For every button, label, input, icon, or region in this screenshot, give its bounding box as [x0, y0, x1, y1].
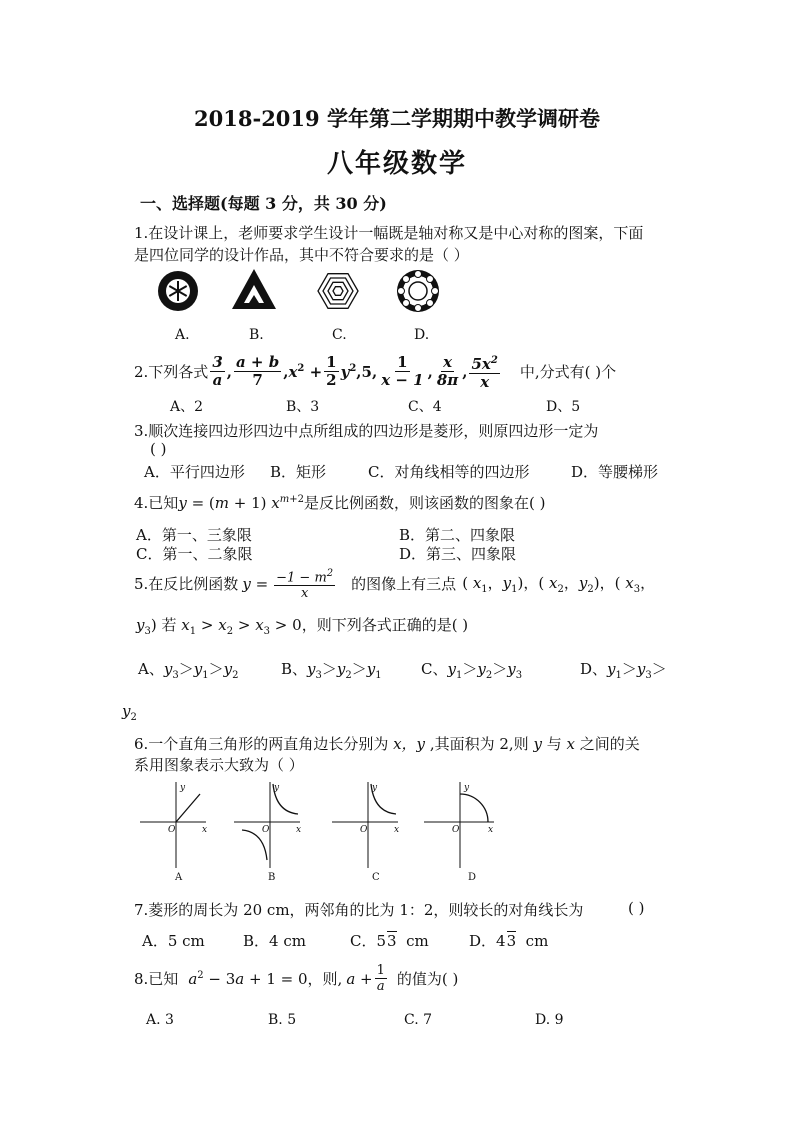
q5-option-d-wrap: $y_2$	[122, 702, 137, 723]
q1-label-b: B.	[249, 327, 264, 343]
q6-text-c: 与	[546, 735, 562, 753]
q2-option-b: B、3	[286, 399, 320, 415]
q1-figure-b	[232, 269, 276, 309]
q1-label-c: C.	[332, 327, 347, 343]
q1-line1: 1.在设计课上，老师要求学生设计一幅既是轴对称又是中心对称的图案，下面	[134, 224, 644, 242]
q8-mid: ，则,	[307, 970, 343, 988]
exam-title: 2018-2019 学年第二学期期中教学调研卷	[194, 106, 600, 131]
q4-option-a: A．第一、三象限	[136, 526, 252, 544]
svg-text:O: O	[262, 825, 270, 835]
q5-prefix: 5.在反比例函数	[134, 575, 239, 594]
svg-text:O: O	[360, 825, 368, 835]
q4-prefix: 4.已知	[134, 494, 179, 512]
q6-label-b: B	[268, 872, 276, 883]
q5-function: $\frac{-1 - m^2}{x}$	[276, 568, 334, 602]
q5-suffix: 的图像上有三点	[351, 575, 457, 594]
svg-text:y: y	[274, 783, 280, 793]
q2-suffix: 中,分式有( )个	[519, 363, 617, 381]
q1-figure-a	[158, 271, 198, 311]
q8-option-b: B. 5	[268, 1012, 297, 1028]
q8-fraction: $\frac{1}{a}$	[376, 963, 385, 994]
q8-prefix: 8.已知	[134, 970, 179, 988]
svg-text:x: x	[202, 825, 208, 835]
q2-expression-6: $\frac{5x^2}{x}$	[469, 352, 499, 391]
q6-graph-c	[332, 782, 399, 868]
q4-formula: y = (m + 1) $x^{m+2}$	[178, 494, 304, 512]
q6-line2: 系用图象表示大致为（ ）	[134, 756, 304, 774]
q1-line2: 是四位同学的设计作品，其中不符合要求的是（ ）	[134, 246, 469, 264]
q3-option-b: B．矩形	[270, 463, 327, 481]
q6-text-a: 6.一个直角三角形的两直角边长分别为	[134, 735, 389, 753]
q7-option-d: D．43 cm	[469, 932, 549, 950]
q6-label-c: C	[372, 872, 380, 883]
q5-option-b: B、$y_3>y_2>y_1$	[281, 660, 382, 681]
q7-option-a: A．5 cm	[142, 932, 205, 950]
svg-text:x: x	[296, 825, 302, 835]
q6-label-d: D	[468, 872, 477, 883]
q6-line1: 6.一个直角三角形的两直角边长分别为 x，y ,其面积为 2,则 y 与 x 之间的关	[134, 735, 640, 753]
q5-line1: 5.在反比例函数 y = $\frac{-1 - m^2}{x}$ 的图像上有三点 ( $x_1$，$y_1$)，( $x_2$，$y_2$)，( $x_3$，	[134, 568, 656, 602]
q6-label-a: A	[175, 872, 183, 883]
q2-expression-4: $\frac{1}{x - 1}$	[381, 353, 424, 389]
q1-figure-c	[318, 274, 358, 309]
q5-line2-tail: ，则下列各式正确的是( )	[301, 616, 469, 634]
q3-line1: 3.顺次连接四边形四边中点所组成的四边形是菱形，则原四边形一定为	[134, 422, 599, 440]
q4-option-d: D．第三、四象限	[399, 545, 517, 563]
q6-graphs	[138, 774, 508, 870]
q2-expression-1: $\frac{3}{a}$	[212, 353, 223, 389]
section-heading: 一、选择题(每题 3 分，共 30 分)	[140, 194, 387, 213]
svg-text:y: y	[180, 783, 186, 793]
q4-line	[134, 492, 545, 513]
q5-line2: $y_3$) 若 $x_1 > x_2 > x_3 > 0$，则下列各式正确的是( )	[136, 616, 469, 637]
q2-expression-2: $\frac{a + b}{7}$	[235, 353, 280, 389]
svg-text:x: x	[488, 825, 494, 835]
q2-line: 2.下列各式 $\frac{3}{a}$ , $\frac{a + b}{7}$ , $x^2$ + $\frac{1}{2}$ $y^2,5$, $\frac{1}{x - 1}$ , $\frac{x}{8\pi}$ , $\frac{5x^2}{x}$ 中,分式有( )个	[134, 353, 617, 391]
q2-expression-3: $\frac{1}{2}$	[326, 353, 337, 389]
q5-option-d: D、$y_1>y_3>$	[580, 660, 667, 681]
q2-prefix: 2.下列各式	[134, 363, 209, 381]
q6-text-b: ,其面积为 2,则	[429, 735, 529, 753]
q7-option-b: B．4 cm	[243, 932, 306, 950]
q5-option-c: C、$y_1>y_2>y_3$	[421, 660, 523, 681]
q4-option-c: C．第一、二象限	[136, 545, 253, 563]
q2-option-d: D、5	[546, 399, 581, 415]
q8-equation: $a^2 - 3a + 1 = 0$	[188, 969, 308, 988]
q7-line: 7.菱形的周长为 20 cm，两邻角的比为 1：2，则较长的对角线长为	[134, 901, 584, 919]
q3-line2: ( )	[150, 440, 167, 458]
subject-title: 八年级数学	[326, 149, 467, 179]
q7-option-c: C．53 cm	[350, 932, 429, 950]
q8-suffix: 的值为( )	[396, 970, 459, 988]
q3-option-d: D．等腰梯形	[571, 463, 659, 481]
q7-paren: ( )	[628, 899, 645, 917]
q2-option-a: A、2	[170, 399, 204, 415]
svg-text:O: O	[452, 825, 460, 835]
q5-option-a: A、$y_3>y_1>y_2$	[138, 660, 239, 681]
q2-expression-5: $\frac{x}{8\pi}$	[436, 353, 459, 389]
q6-graph-b	[234, 782, 301, 868]
q3-option-a: A．平行四边形	[144, 463, 245, 481]
q2-option-c: C、4	[408, 399, 442, 415]
q8-option-c: C. 7	[404, 1012, 433, 1028]
q8-line: 8.已知 $a^2 - 3a + 1 = 0$ ，则, a + $\frac{1}{a}$ 的值为( )	[134, 963, 459, 994]
q3-option-c: C．对角线相等的四边形	[368, 463, 530, 481]
q8-option-d: D. 9	[535, 1012, 564, 1028]
svg-text:x: x	[394, 825, 400, 835]
q5-ruo: 若	[161, 616, 177, 634]
q6-text-d: 之间的关	[579, 735, 640, 753]
q1-figures	[150, 266, 440, 316]
q8-option-a: A. 3	[146, 1012, 174, 1028]
q6-graph-a	[140, 782, 207, 868]
q1-label-d: D.	[414, 327, 430, 343]
svg-text:y: y	[464, 783, 470, 793]
q1-label-a: A.	[175, 327, 190, 343]
q5-points: ( $x_1$，$y_1$)，( $x_2$，$y_2$)，( $x_3$，	[462, 574, 656, 596]
svg-text:O: O	[168, 825, 176, 835]
q4-suffix: 是反比例函数，则该函数的图象在( )	[303, 494, 546, 512]
q6-graph-d	[424, 782, 494, 868]
svg-text:y: y	[372, 783, 378, 793]
q4-option-b: B．第二、四象限	[399, 526, 516, 544]
q1-figure-d	[397, 270, 439, 312]
